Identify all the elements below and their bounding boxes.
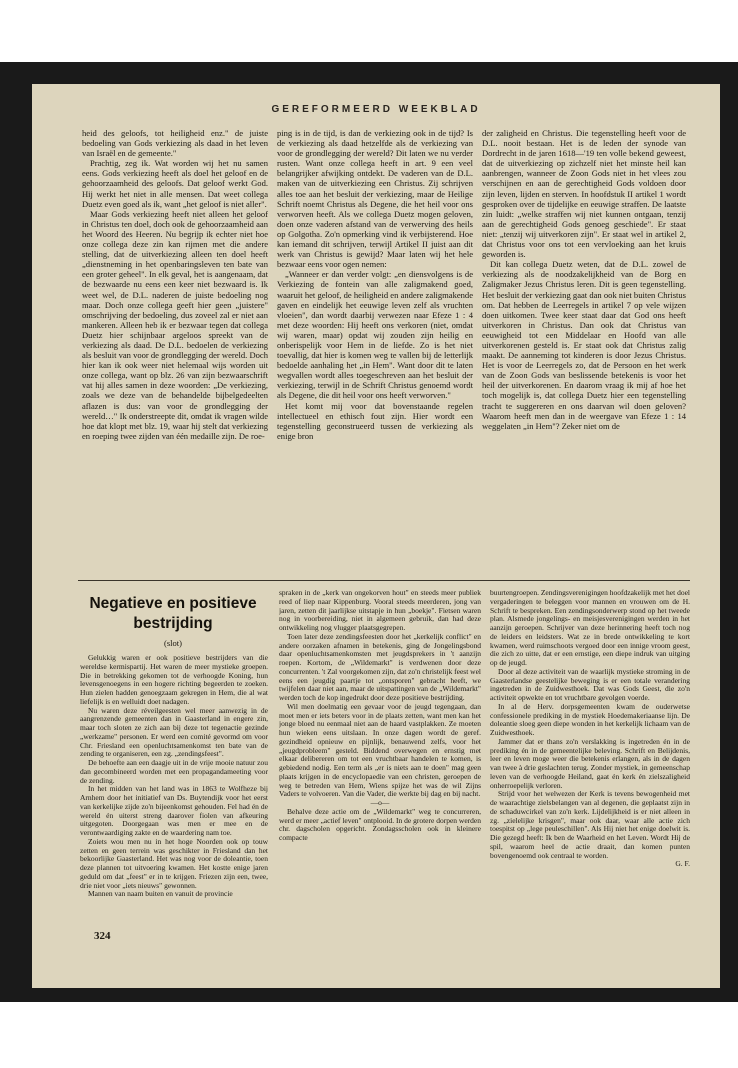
paragraph: Behalve deze actie om de „Wildemarkt" weg te concurreren, werd er meer „actief leven" ontplooid. In de grotere dorpen werden chr. dagscholen opgericht. Zondagsscholen ook in kleinere compacte — [279, 806, 481, 842]
paragraph: Strijd voor het welwezen der Kerk is tevens bewogenheid met de waarachtige zielsbelangen van al degenen, die geplaatst zijn in de schaduwcirkel van zo'n kerk. Lijdelijkheid is er niet alleen in zg. „zielelijke krisgen", maar ook daar, waar alle actie zich toespitst op „lege peuleschillen". Als Hij niet het enige doelwit is. Die gezegd heeft: Ik ben de Waarheid en het Leven. Wordt Hij de spil, waarom heel de actie draait, dan komen punten bovengenoemd ook centraal te worden. — [490, 789, 690, 860]
article-column-2 — [279, 589, 481, 984]
paragraph: —o— — [370, 798, 390, 807]
paragraph: De behoefte aan een daagje uit in de vrije mooie natuur zou dan gecombineerd worden met een propagandameeting voor de zending. — [80, 758, 268, 785]
article-subtitle: (slot) — [164, 638, 182, 648]
page-number: 324 — [94, 930, 111, 942]
paragraph: buurtengroepen. Zendingsverenigingen hoofdzakelijk met het doel vergaderingen te beleggen voor mannen en vrouwen om de H. Schrift te bespreken. Een zendingsonderwerp stond op het tweede plan. Alsmede jongelings- en meisjesverenigingen werden in het aanzijn geroepen. Schrijver van deze herinnering heeft toch nog de leiders en leidsters. Wat ze in brede ontwikkeling te kort kwamen, werd ruimschoots vergoed door een innige vroom geest, die zich zo uitte, dat er een ernstige, een diepe indruk van uitging op de jeugd. — [490, 589, 690, 667]
article-column-3 — [490, 589, 690, 984]
paragraph: Dit kan collega Duetz weten, dat de D.L. zowel de verkiezing als de noodzakelijkheid van de Borg en Zaligmaker Jezus Christus leren. Dit is geen tegenstelling. Het besluit der verkiezing gaat dan ook niet buiten Christus om. Dat hebben de Leerregels in artikel 7 op vele wijzen doen uitkomen. Twee keer staat daar dat God ons heeft uitverkoren in Christus. Dan ook dat Christus van eeuwigheid tot een Middelaar en Hoofd van alle uitverkorenen gesteld is. Er staat ook dat Christus zalig maakt. De aanneming tot kinderen is door Jezus Christus. Het is voor de Leerregels zo, dat de Persoon en het werk van de Zoon Gods van beslissende betekenis is voor het heil der uitverkorenen. En daarom vraag ik mij af hoe het toch mogelijk is, dat collega Duetz hier een tegenstelling tracht te suggereren en ons daarvan wil doen geloven? Waarom heeft men dan in de weergave van Efeze 1 : 14 weggelaten „in Hem"? Zeker niet om de — [482, 259, 686, 431]
paragraph: Wil men doelmatig een gevaar voor de jeugd tegengaan, dan moet men er iets beters voor in de plaats zetten, want men kan het jonge bloed nu eenmaal niet aan de haard vastplakken. Ze moeten hun wieken eens uitslaan. In onze dagen wordt de geref. gezindheid opnieuw en pijnlijk, benauwend zelfs, voor het „jeugdprobleem" gesteld. Biddend overwegen en ernstig met elkaar delibereren om tot een vruchtbaar handelen te komen, is gebiedend nodig. Een term als „er is niets aan te doen" mag geen plaats krijgen in de encyclopaedie van een christen, geroepen de weg te betreden van Hem, Wiens spijze het was de wil Zijns Vaders te volvoeren. Van die Vader, die werkte bij dag en bij nacht. — [279, 701, 481, 799]
paragraph: Mannen van naam buiten en vanuit de provincie — [88, 889, 233, 899]
paragraph: In al de Herv. dorpsgemeenten kwam de ouderwetse confessionele prediking in de mystiek Hoedemakeriaanse lijn. De doleantie sloeg geen diepe wonden in het kerkelijk lichaam van de Zuidwesthoek. — [490, 701, 690, 737]
paragraph: Toen later deze zendingsfeesten door het „kerkelijk conflict" en andere oorzaken afnamen in betekenis, ging de Jongelingsbond daar openluchtsamenkomsten met jeugdsprekers in 't aanzijn roepen. Kortom, de „Wildemarkt" is verdwenen door deze concurrenten. 't Zal voorgekomen zijn, dat zo'n christelijk feest wel eens een jeugdig paartje tot „ontsporen" gebracht heeft, we twijfelen daar niet aan, maar de uitspattingen van de „Wildemarkt" werden toch de kop ingedrukt door deze positieve bestrijding. — [279, 631, 481, 702]
paragraph: In het midden van het land was in 1863 te Wolfheze bij Arnhem door het initiatief van Ds. Buytendijk voor het eerst van kerkelijke zijde zo'n bijeenkomst gehouden. Fel had én de wereld én uiterst streng daarover fiolen van afkeuring uitgegoten. Doorgegaan was men er mee en de verontwaardiging zakte en de waardering nam toe. — [80, 784, 268, 837]
article-title: Negatieve en positieve bestrijding — [89, 595, 257, 632]
paragraph: Maar Gods verkiezing heeft niet alleen het geloof in Christus ten doel, doch ook de gehoorzaamheid aan het Woord des Heeren. Nu begrijp ik echter niet hoe onze collega deze zin kan rijmen met die andere stelling, dat de uitverkiezing alleen ten doel heeft „dienstneming in het openbaringsleven ten bate van een groter geheel". In elk geval, het is aangenaam, dat de bezwaarde nu eens een keer niet bezwaard is. Ik weet wel, de D.L. naderen de juiste bedoeling nog maar. Doch onze collega geeft hier geen „juistere" omschrijving der bedoeling, dus zoveel zal er niet aan mankeren. Alleen heb ik er bezwaar tegen dat collega Duetz hier schijnbaar argeloos spreekt van de verkiezing als daad. De D.L. bedoelen de verkiezing als besluit van voor de grondlegging der wereld. Doch hier kan ik ook weer niet helemaal wijs worden uit onze collega, want op blz. 26 van zijn bezwaarschrift vat hij alles samen in deze woorden: „De verkiezing, zoals we deze van de behandelde bijbelgedeelten aflazen is dus: van voor de grondlegging der wereld…" Ik onderstreepte dit, omdat ik vragen wilde hoe dat klopt met blz. 19, waar hij stelt dat verkiezing en roeping twee zijden van één medaille zijn. De roe- — [82, 208, 268, 441]
article-column-1 — [80, 654, 268, 922]
section-divider — [78, 580, 690, 581]
top-column-2 — [277, 128, 473, 574]
running-header: GEREFORMEERD WEEKBLAD — [271, 104, 481, 115]
paragraph: der zaligheid en Christus. Die tegenstelling heeft voor de D.L. nooit bestaan. Het is de leden der synode van Dordrecht in de jaren 1618—'19 ten volle bekend geweest, dat de uitverkiezing op zichzelf niet het minste heil kan aanbrengen, wanneer de Zoon Gods niet in het vlees zou verschijnen en aan de gerechtigheid Gods voldoen door zijn leven, lijden en sterven. In hoofdstuk II artikel 1 wordt gesproken over de tijdelijke en eeuwige straffen. De laatste zin luidt: „welke straffen wij niet kunnen ontgaan, tenzij aan de gerechtigheid Gods genoeg geschiede". Er staat niet: „tenzij wij uitverkoren zijn". Er staat wel in artikel 2, dat Christus voor ons tot een vervloeking aan het kruis geworden is. — [482, 128, 686, 260]
paragraph: heid des geloofs, tot heiligheid enz." de juiste bedoeling van Gods verkiezing als daad in het leven van Israël en de gemeente." — [82, 128, 268, 159]
paragraph: „Wanneer er dan verder volgt: „en diensvolgens is de Verkiezing de fontein van alle zaligmakend goed, waaruit het geloof, de heiligheid en andere zaligmakende gaven en eindelijk het eeuwige leven zelf als vruchten vloeien", dan wordt daarbij verwezen naar Efeze 1 : 4 met deze woorden: Hij heeft ons verkoren (niet, omdat wij waren, maar) opdat wij zouden zijn heilig en onberispelijk voor Hem in de liefde. Zo is het niet toevallig, dat hier is komen weg te vallen bij de letterlijk bedoelde aanhaling het „in Hem". Want door dit te laten wegvallen wordt alles toegeschreven aan het besluit der verkiezing, terwijl in de Schrift Christus genoemd wordt als Degene, die dit heil voor ons heeft verworven." — [277, 269, 473, 401]
paragraph: Prachtig, zeg ik. Wat worden wij het nu samen eens. Gods verkiezing heeft als doel het geloof en de gehoorzaamheid des geloofs. Dat geloof werkt God. Hij werkt het niet in alle mensen. Dat weet collega Duetz even goed als ik, want „het geloof is niet aller". — [82, 158, 268, 209]
paragraph: Door al deze activiteit van de waarlijk mystieke stroming in de Gaasterlandse geestelijke beweging is er een totale verandering ingetreden in de Zuidwesthoek. Dat was Gods Geest, die zo'n activiteit opwekte en tot vruchtbare gevolgen voerde. — [490, 666, 690, 702]
paragraph: Gelukkig waren er ook positieve bestrijders van die wereldse kermispartij. Het waren de meer mystieke groepen. Die in betrekking gekomen tot de verhoogde Koning, hun levensgenoegens in een hogere richting begeerden te zoeken. Hun zielen hadden genoegzaam gekregen in Hem, die al wat liefelijk is en welluidt doet nadagen. — [80, 654, 268, 706]
paragraph: Zoiets wou men nu in het hoge Noorden ook op touw zetten en geen terrein was geschikter in Friesland dan het bekoorlijke Gaasterland. Het was nog voor de doleantie, toen deze plannen tot uitvoering kwamen. Het kostte enige jaren geduld om dat „feest" er in te krijgen. Friezen zijn een, twee, drie niet voor „iets nieuws" gewonnen. — [80, 836, 268, 890]
newspaper-page — [32, 84, 720, 988]
paragraph: G. F. — [675, 859, 690, 869]
top-column-1 — [82, 128, 268, 574]
top-column-3 — [482, 128, 686, 574]
paragraph: Het komt mij voor dat bovenstaande regelen intellectueel en ethisch fout zijn. Hier wordt een tegenstelling geconstrueerd tussen de verkiezing als enige bron — [277, 400, 473, 441]
paragraph: spraken in de „kerk van ongekorven hout" en steeds meer publiek reed of liep naar Kippenburg. Vooral steeds meerderen, jong van jaren, zetten dit jaarlijkse uitstapje in hun „boekje". Fietsen waren nog in voorbereiding, niet in algemeen gebruik, dan had deze ontwikkeling nog vlugger plaatsgegrepen. — [279, 589, 481, 632]
paragraph: Jammer dat er thans zo'n verslakking is ingetreden én in de prediking én in de gemeentelijke beleving. Schrift en Belijdenis, leer en leven moge weer die betekenis erlangen, als in de dagen van twee à drie geslachten terug. Zonder mystiek, in gemeenschap leven van de verhoogde Heiland, gaat én kerk én zielszaligheid onherroepelijk verloren. — [490, 736, 690, 790]
paragraph: Nu waren deze réveilgeesten wel meer aanwezig in de aangrenzende gemeenten dan in Gaasterland in engere zin, maar toch sloten ze zich aan bij deze tot tegenactie gezinde „werkzame" personen. Er werd een comité gevormd om voor Chr. Friesland een openluchtsamenkomst ten bate van de zending te organiseren, een zg. „zendingsfeest". — [80, 705, 268, 759]
paragraph: ping is in de tijd, is dan de verkiezing ook in de tijd? Is de verkiezing als daad hetzelfde als de verkiezing van voor de grondlegging der wereld? Dit laten we nu verder rusten. Want onze collega heeft in art. 9 een veel belangrijker afwijking ontdekt. De vaderen van de D.L. maken van de uitverkiezing een Christus. Zij schrijven alles toe aan het besluit der verkiezing, maar de Heilige Schrift noemt Christus als Degene, die het heil voor ons verworven heeft. Als we collega Duetz mogen geloven, doen onze vaderen afstand van de verwerving des heils op Golgotha. Zo'n opmerking vind ik verbijsterend. Hoe kan iemand dit schrijven, terwijl Artikel II juist aan dit werk van Christus is gewijd? Maar laten wij het hele bezwaar eens voor ogen nemen: — [277, 128, 473, 270]
